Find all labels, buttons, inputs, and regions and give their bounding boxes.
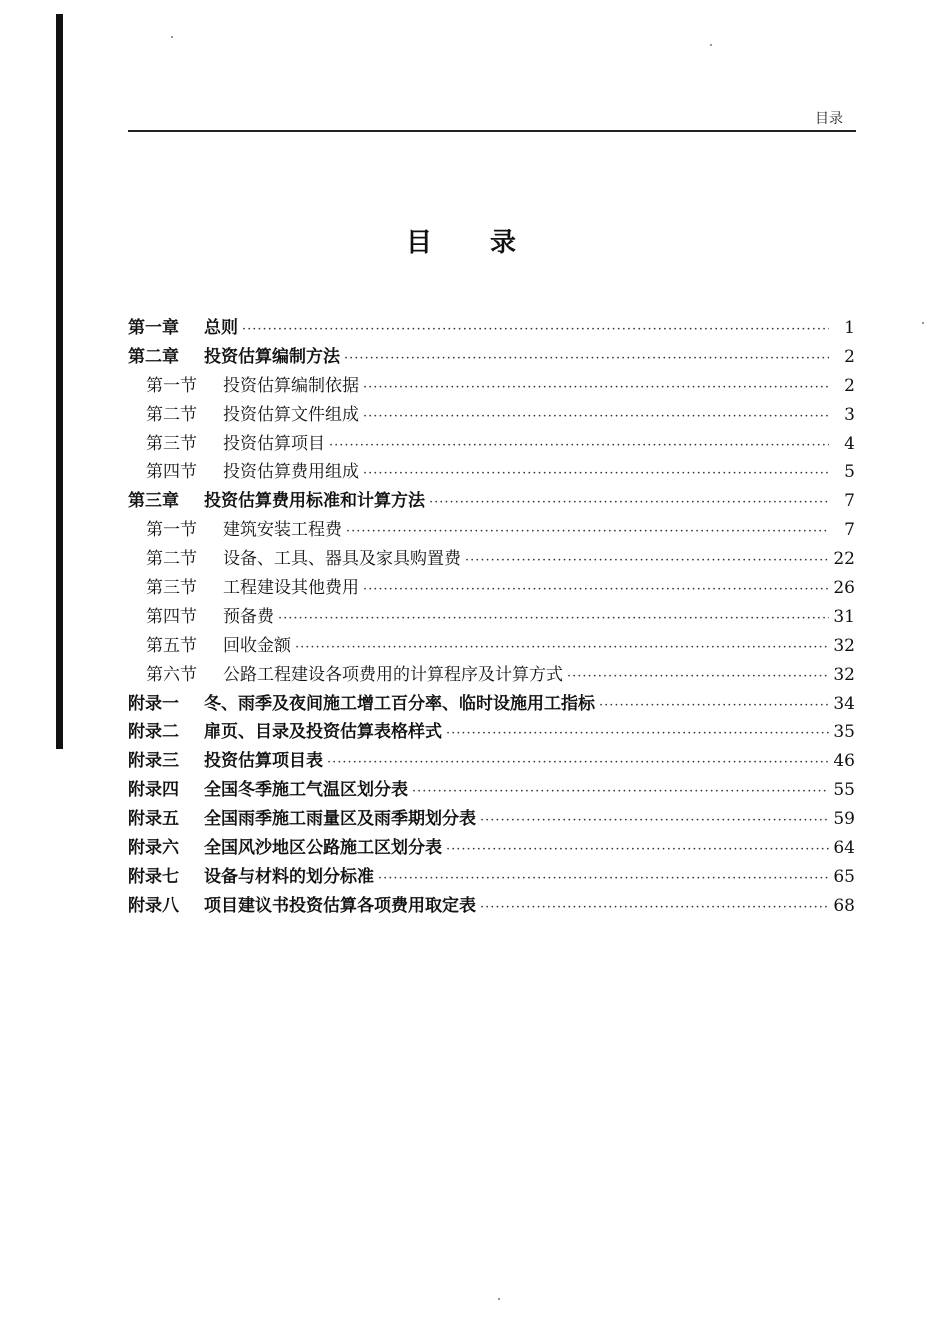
toc-entry-number: 附录四 bbox=[128, 780, 179, 801]
toc-leader-dots bbox=[599, 692, 829, 721]
toc-entry-appendix bbox=[128, 690, 855, 719]
toc-entry-number: 附录六 bbox=[128, 838, 179, 859]
scan-speck bbox=[922, 322, 924, 324]
toc-leader-dots bbox=[567, 663, 829, 692]
toc-entry-page: 7 bbox=[844, 520, 855, 541]
toc-entry-section bbox=[128, 430, 855, 459]
toc-leader-dots bbox=[344, 345, 829, 374]
binding-edge-bar bbox=[56, 14, 63, 749]
toc-entry-number: 附录一 bbox=[128, 693, 179, 714]
toc-entry-title: 设备与材料的划分标准 bbox=[204, 866, 374, 887]
toc-entry-number: 附录三 bbox=[128, 751, 179, 772]
toc-entry-section bbox=[128, 545, 855, 574]
scan-speck bbox=[171, 36, 173, 38]
toc-entry-title: 项目建议书投资估算各项费用取定表 bbox=[204, 895, 476, 916]
toc-entry-number: 第二节 bbox=[146, 404, 197, 425]
toc-entry-number: 第一节 bbox=[146, 520, 197, 541]
toc-leader-dots bbox=[480, 807, 829, 836]
header-rule bbox=[128, 130, 856, 132]
toc-leader-dots bbox=[363, 460, 829, 489]
toc-entry-number: 第二节 bbox=[146, 549, 197, 570]
toc-entry-number: 第三节 bbox=[146, 578, 197, 599]
toc-entry-page: 46 bbox=[833, 751, 855, 772]
toc-leader-dots bbox=[446, 720, 829, 749]
toc-entry-number: 第二章 bbox=[128, 346, 179, 367]
toc-entry-title: 公路工程建设各项费用的计算程序及计算方式 bbox=[223, 664, 563, 685]
scan-speck bbox=[498, 1298, 500, 1300]
toc-entry-page: 31 bbox=[833, 606, 855, 627]
toc-entry-title: 全国雨季施工雨量区及雨季期划分表 bbox=[204, 809, 476, 830]
toc-entry-section bbox=[128, 603, 855, 632]
toc-entry-number: 附录二 bbox=[128, 722, 179, 743]
toc-leader-dots bbox=[346, 518, 829, 547]
toc-entry-chapter bbox=[128, 343, 855, 372]
toc-entry-section bbox=[128, 516, 855, 545]
toc-leader-dots bbox=[363, 576, 829, 605]
toc-entry-page: 1 bbox=[844, 318, 855, 338]
toc-entry-number: 第一章 bbox=[128, 318, 179, 338]
toc-entry-page: 32 bbox=[833, 635, 855, 656]
toc-leader-dots bbox=[242, 316, 829, 345]
toc-entry-appendix bbox=[128, 718, 855, 747]
toc-entry-page: 68 bbox=[833, 895, 855, 916]
toc-entry-chapter bbox=[128, 487, 855, 516]
toc-entry-title: 回收金额 bbox=[223, 635, 291, 656]
toc-entry-appendix bbox=[128, 834, 855, 863]
toc-leader-dots bbox=[329, 432, 829, 461]
toc-leader-dots bbox=[429, 489, 829, 518]
toc-leader-dots bbox=[278, 605, 829, 634]
toc-entry-number: 第六节 bbox=[146, 664, 197, 685]
toc-entry-page: 34 bbox=[833, 693, 855, 714]
toc-leader-dots bbox=[363, 374, 829, 403]
toc-entry-title: 预备费 bbox=[223, 606, 274, 627]
toc-entry-number: 附录七 bbox=[128, 866, 179, 887]
toc-entry-title: 总则 bbox=[204, 318, 238, 338]
toc-leader-dots bbox=[295, 634, 829, 663]
toc-entry-title: 扉页、目录及投资估算表格样式 bbox=[204, 722, 442, 743]
toc-entry-title: 设备、工具、器具及家具购置费 bbox=[223, 549, 461, 570]
page-title: 目录 bbox=[405, 228, 574, 258]
toc-entry-title: 冬、雨季及夜间施工增工百分率、临时设施用工指标 bbox=[204, 693, 595, 714]
toc-entry-page: 32 bbox=[833, 664, 855, 685]
toc-entry-number: 第五节 bbox=[146, 635, 197, 656]
toc-entry-title: 工程建设其他费用 bbox=[223, 578, 359, 599]
toc-entry-page: 7 bbox=[844, 491, 855, 512]
toc-entry-number: 第四节 bbox=[146, 462, 197, 483]
toc-leader-dots bbox=[480, 894, 829, 923]
toc-entry-page: 35 bbox=[833, 722, 855, 743]
toc-entry-section bbox=[128, 632, 855, 661]
toc-entry-title: 投资估算项目 bbox=[223, 433, 325, 454]
toc-entry-title: 建筑安装工程费 bbox=[223, 520, 342, 541]
toc-entry-chapter bbox=[128, 314, 855, 343]
toc-entry-title: 投资估算编制方法 bbox=[204, 346, 340, 367]
toc-entry-page: 2 bbox=[844, 346, 855, 367]
toc-entry-appendix bbox=[128, 805, 855, 834]
toc-entry-number: 第三章 bbox=[128, 491, 179, 512]
toc-entry-page: 26 bbox=[833, 578, 855, 599]
toc-leader-dots bbox=[327, 749, 829, 778]
toc-entry-title: 投资估算费用组成 bbox=[223, 462, 359, 483]
toc-entry-number: 第一节 bbox=[146, 375, 197, 396]
toc-entry-page: 65 bbox=[833, 866, 855, 887]
toc-entry-title: 投资估算项目表 bbox=[204, 751, 323, 772]
toc-entry-page: 55 bbox=[833, 780, 855, 801]
toc-entry-title: 全国冬季施工气温区划分表 bbox=[204, 780, 408, 801]
toc-entry-page: 2 bbox=[844, 375, 855, 396]
toc-entry-title: 投资估算编制依据 bbox=[223, 375, 359, 396]
toc-leader-dots bbox=[446, 836, 829, 865]
toc-entry-section bbox=[128, 401, 855, 430]
toc-leader-dots bbox=[465, 547, 829, 576]
toc-entry-appendix bbox=[128, 776, 855, 805]
toc-entry-appendix bbox=[128, 863, 855, 892]
scan-speck bbox=[710, 44, 712, 46]
toc-entry-section bbox=[128, 574, 855, 603]
toc-entry-title: 全国风沙地区公路施工区划分表 bbox=[204, 838, 442, 859]
toc-entry-page: 59 bbox=[833, 809, 855, 830]
toc-leader-dots bbox=[363, 403, 829, 432]
toc-entry-page: 22 bbox=[833, 549, 855, 570]
toc-entry-section bbox=[128, 661, 855, 690]
toc-entry-number: 第四节 bbox=[146, 606, 197, 627]
table-of-contents bbox=[128, 314, 855, 921]
toc-leader-dots bbox=[412, 778, 829, 807]
toc-leader-dots bbox=[378, 865, 829, 894]
toc-entry-number: 第三节 bbox=[146, 433, 197, 454]
toc-entry-page: 3 bbox=[844, 404, 855, 425]
toc-entry-title: 投资估算文件组成 bbox=[223, 404, 359, 425]
toc-entry-number: 附录五 bbox=[128, 809, 179, 830]
toc-entry-page: 5 bbox=[844, 462, 855, 483]
toc-entry-page: 64 bbox=[833, 838, 855, 859]
toc-entry-section bbox=[128, 372, 855, 401]
toc-entry-title: 投资估算费用标准和计算方法 bbox=[204, 491, 425, 512]
toc-entry-section bbox=[128, 458, 855, 487]
toc-entry-appendix bbox=[128, 747, 855, 776]
running-header-label: 目录 bbox=[815, 111, 843, 127]
toc-entry-number: 附录八 bbox=[128, 895, 179, 916]
toc-entry-page: 4 bbox=[844, 433, 855, 454]
toc-entry-appendix bbox=[128, 892, 855, 921]
